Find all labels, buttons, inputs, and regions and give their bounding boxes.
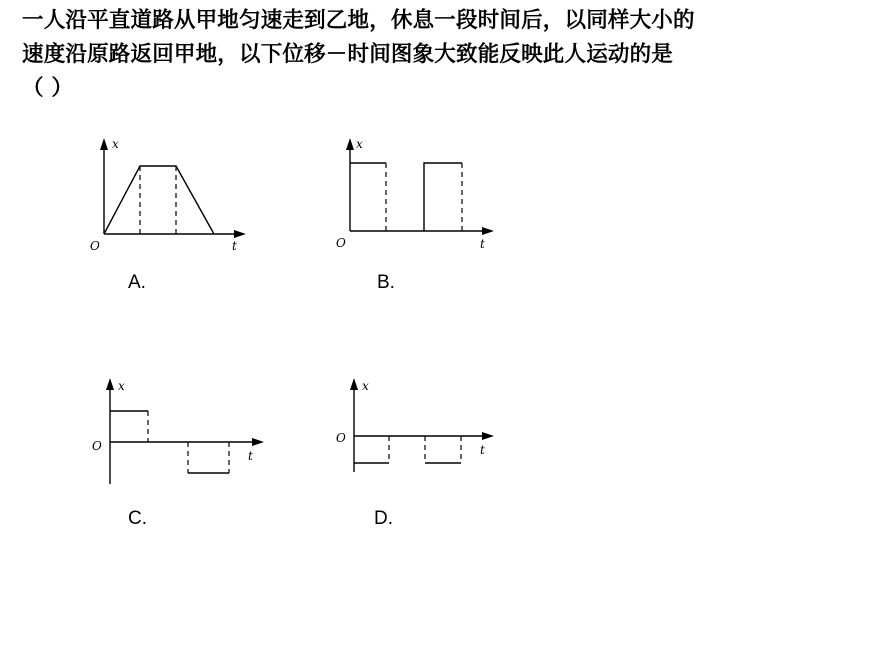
x-axis-label: t [232, 239, 237, 253]
motion-line [104, 166, 214, 234]
y-axis-arrow [106, 378, 114, 390]
y-axis-label: x [356, 137, 363, 151]
x-axis-arrow [482, 227, 494, 235]
x-axis-arrow [234, 230, 246, 238]
origin-label: O [92, 439, 102, 453]
y-axis-label: x [362, 379, 369, 393]
question-line-2: 速度沿原路返回甲地，以下位移－时间图象大致能反映此人运动的是 [22, 42, 674, 67]
motion-line [424, 163, 462, 231]
origin-label: O [336, 236, 346, 250]
option-d-label[interactable]: D. [374, 508, 393, 529]
x-axis-arrow [482, 432, 494, 440]
y-axis-arrow [100, 138, 108, 150]
question-text [22, 4, 882, 106]
y-axis-arrow [346, 138, 354, 150]
x-axis-label: t [480, 237, 485, 251]
option-a-label[interactable]: A. [128, 272, 146, 293]
question-line-1: 一人沿平直道路从甲地匀速走到乙地，休息一段时间后，以同样大小的 [22, 8, 695, 33]
origin-label: O [336, 431, 346, 445]
graph-option-d [334, 376, 504, 491]
x-axis-arrow [252, 438, 264, 446]
origin-label: O [90, 239, 100, 253]
option-b-label[interactable]: B. [377, 272, 395, 293]
question-blank: （ ） [22, 76, 74, 101]
graph-option-b [334, 136, 504, 251]
option-c-label[interactable]: C. [128, 508, 147, 529]
x-axis-label: t [480, 443, 485, 457]
y-axis-label: x [118, 379, 125, 393]
graph-option-c [88, 376, 278, 491]
x-axis-label: t [248, 449, 253, 463]
graph-option-a [88, 136, 258, 251]
y-axis-arrow [350, 378, 358, 390]
y-axis-label: x [112, 137, 119, 151]
